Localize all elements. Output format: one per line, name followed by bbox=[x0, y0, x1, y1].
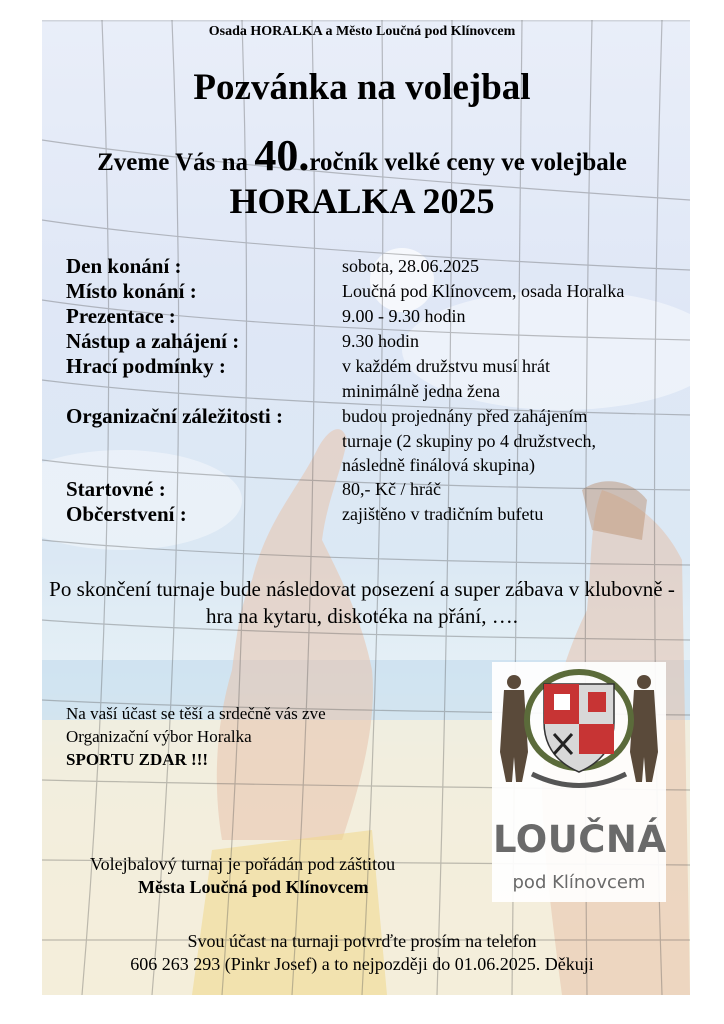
detail-value-organization-1: budou projednány před zahájením bbox=[342, 406, 588, 426]
town-coat-of-arms-icon bbox=[492, 662, 666, 812]
invite-suffix: ročník velké ceny ve volejbale bbox=[309, 149, 627, 176]
detail-value-organization-2: turnaje (2 skupiny po 4 družstvech, bbox=[342, 431, 596, 451]
logo-town-name: LOUČNÁ bbox=[493, 818, 667, 861]
patronage-line-2: Města Loučná pod Klínovcem bbox=[138, 877, 369, 897]
detail-label-registration: Prezentace : bbox=[66, 304, 176, 328]
detail-value-start: 9.30 hodin bbox=[342, 331, 420, 351]
footer-line-1: Svou účast na turnaji potvrďte prosím na telefon bbox=[187, 931, 537, 951]
detail-value-registration: 9.00 - 9.30 hodin bbox=[342, 306, 466, 326]
invite-prefix: Zveme Vás na bbox=[97, 149, 249, 176]
event-name: HORALKA 2025 bbox=[229, 181, 495, 221]
detail-value-organization-3: následně finálová skupina) bbox=[342, 455, 535, 475]
greeting-line-1: Na vaší účast se těší a srdečně vás zve bbox=[66, 704, 326, 723]
town-logo bbox=[492, 662, 666, 902]
patronage-line-1: Volejbalový turnaj je pořádán pod záštitou bbox=[90, 854, 396, 874]
logo-town-subtitle: pod Klínovcem bbox=[512, 872, 646, 893]
detail-label-refreshments: Občerstvení : bbox=[66, 502, 187, 526]
page-title: Pozvánka na volejbal bbox=[193, 67, 531, 108]
detail-label-place: Místo konání : bbox=[66, 279, 197, 303]
detail-value-rules-1: v každém družstvu musí hrát bbox=[342, 356, 550, 376]
after-party-text: Po skončení turnaje bude následovat posezení a super zábava v klubovně - hra na kytaru, diskotéka na přání, …. bbox=[49, 577, 675, 628]
detail-value-rules-2: minimálně jedna žena bbox=[342, 381, 500, 401]
organizer-line: Osada HORALKA a Město Loučná pod Klínovcem bbox=[208, 24, 516, 39]
detail-label-start: Nástup a zahájení : bbox=[66, 329, 240, 353]
greeting-line-2: Organizační výbor Horalka bbox=[66, 727, 252, 746]
detail-value-fee: 80,- Kč / hráč bbox=[342, 479, 441, 499]
detail-value-date: sobota, 28.06.2025 bbox=[342, 256, 479, 276]
invitation-line bbox=[0, 130, 724, 181]
detail-label-fee: Startovné : bbox=[66, 477, 166, 501]
detail-label-rules: Hrací podmínky : bbox=[66, 354, 226, 378]
edition-number: 40. bbox=[254, 131, 310, 180]
footer-line-2: 606 263 293 (Pinkr Josef) a to nejpozději do 01.06.2025. Děkuji bbox=[130, 954, 594, 974]
detail-label-organization: Organizační záležitosti : bbox=[66, 404, 283, 428]
greeting-line-3: SPORTU ZDAR !!! bbox=[66, 750, 209, 769]
detail-value-refreshments: zajištěno v tradičním bufetu bbox=[342, 504, 544, 524]
detail-value-place: Loučná pod Klínovcem, osada Horalka bbox=[342, 281, 625, 301]
detail-label-date: Den konání : bbox=[66, 254, 182, 278]
